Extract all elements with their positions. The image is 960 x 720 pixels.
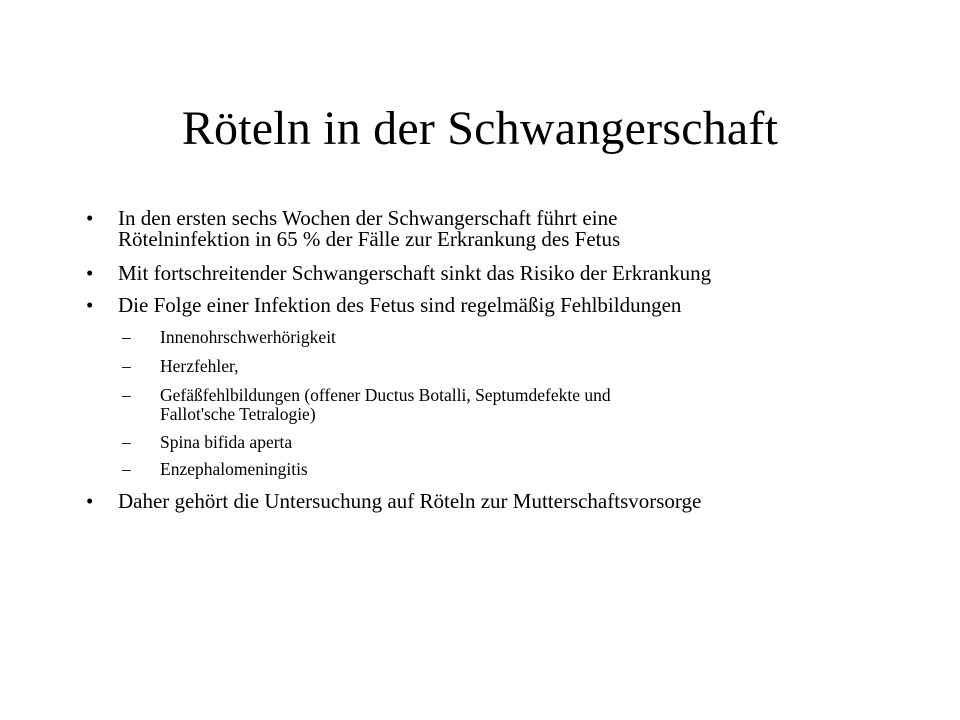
bullet-item-1 — [86, 208, 916, 250]
bullet-item-2 — [86, 263, 916, 284]
bullet-text-line: Die Folge einer Infektion des Fetus sind regelmäßig Fehlbildungen — [118, 293, 682, 317]
sub-bullet-text-line: Gefäßfehlbildungen (offener Ductus Botalli, Septumdefekte und — [160, 385, 611, 405]
bullet-text-line: In den ersten sechs Wochen der Schwangerschaft führt eine — [118, 206, 618, 230]
bullet-marker: • — [86, 293, 94, 317]
sub-bullet-text-line: Spina bifida aperta — [160, 432, 293, 452]
bullet-text-line: Mit fortschreitender Schwangerschaft sinkt das Risiko der Erkrankung — [118, 261, 712, 285]
bullet-text-line: Daher gehört die Untersuchung auf Röteln zur Mutterschaftsvorsorge — [118, 489, 702, 513]
dash-marker: – — [122, 459, 131, 479]
sub-bullet-item-5 — [86, 460, 916, 479]
slide-body — [86, 208, 916, 512]
bullet-marker: • — [86, 489, 94, 513]
sub-bullet-text-line: Enzephalomeningitis — [160, 459, 308, 479]
sub-bullet-item-1 — [86, 328, 916, 347]
sub-bullet-text-line: Herzfehler, — [160, 356, 239, 376]
sub-bullet-item-2 — [86, 357, 916, 376]
bullet-marker: • — [86, 261, 94, 285]
sub-bullet-item-4 — [86, 433, 916, 452]
bullet-item-4 — [86, 491, 916, 512]
dash-marker: – — [122, 432, 131, 452]
bullet-marker: • — [86, 206, 94, 230]
dash-marker: – — [122, 385, 131, 405]
dash-marker: – — [122, 356, 131, 376]
sub-bullet-text-line: Fallot'sche Tetralogie) — [160, 404, 316, 424]
bullet-item-3 — [86, 295, 916, 316]
slide-title: Röteln in der Schwangerschaft — [181, 102, 779, 155]
sub-bullet-text-line: Innenohrschwerhörigkeit — [160, 327, 336, 347]
sub-bullet-item-3 — [86, 386, 916, 424]
bullet-text-line: Rötelninfektion in 65 % der Fälle zur Erkrankung des Fetus — [118, 227, 621, 251]
dash-marker: – — [122, 327, 131, 347]
